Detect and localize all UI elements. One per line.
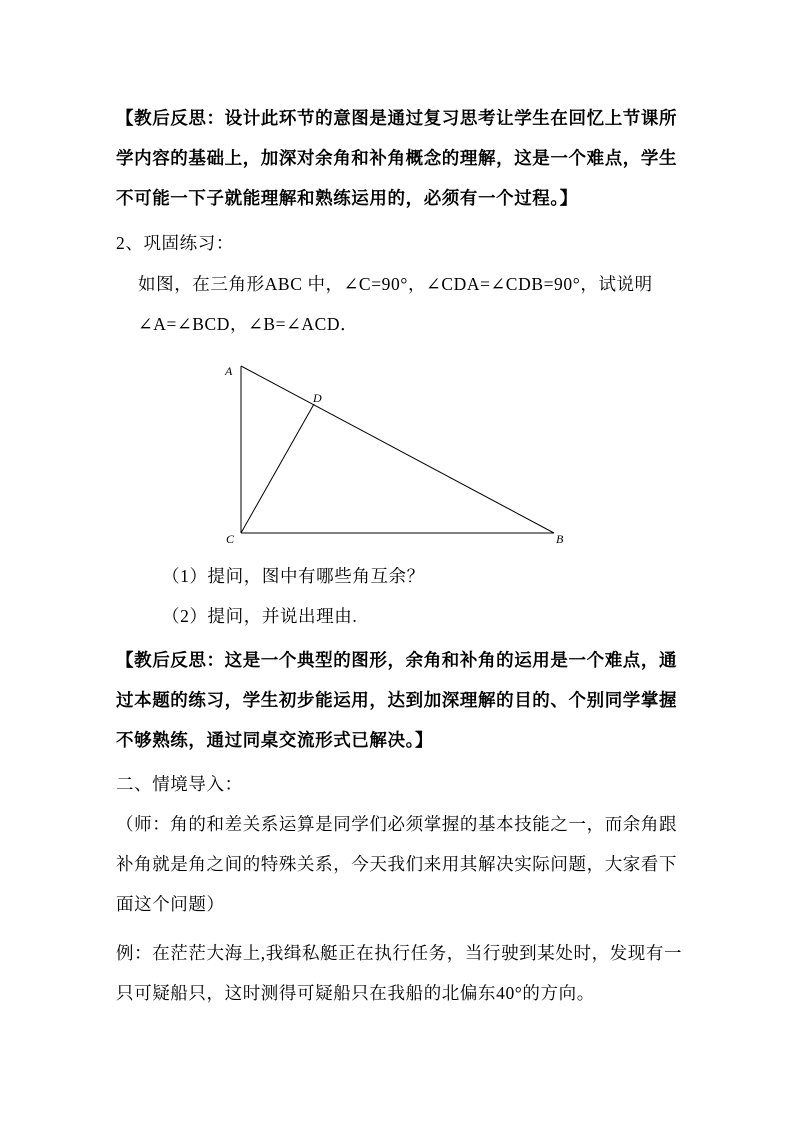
section-2: [116, 764, 696, 1013]
problem-statement: [116, 264, 718, 344]
segment-cd: [241, 404, 314, 533]
teacher-line: 补角就是角之间的特殊关系，今天我们来用其解决实际问题，大家看下: [116, 854, 678, 874]
label-c: C: [226, 532, 235, 546]
questions: [162, 556, 742, 636]
reflection-2-line: 不够熟练，通过同桌交流形式已解决。】: [116, 730, 434, 750]
practice-heading: 2、巩固练习：: [116, 233, 234, 253]
label-b: B: [556, 532, 564, 546]
reflection-2: [116, 640, 696, 760]
question-2: （2）提问，并说出理由.: [162, 606, 358, 626]
reflection-1-line: 学内容的基础上，加深对余角和补角概念的理解，这是一个难点，学生: [116, 148, 678, 168]
problem-line-1: 如图，在三角形ABC 中，∠C=90°，∠CDA=∠CDB=90°，试说明: [138, 274, 653, 294]
question-1: （1）提问，图中有哪些角互余？: [162, 566, 425, 586]
teacher-line: （师：角的和差关系运算是同学们必须掌握的基本技能之一，而余角跟: [116, 814, 678, 834]
practice-section: [116, 223, 696, 263]
reflection-1: [116, 98, 696, 218]
example-line: 只可疑船只，这时测得可疑船只在我船的北偏东40°的方向。: [116, 983, 595, 1003]
teacher-line: 面这个问题）: [116, 894, 225, 914]
label-d: D: [313, 391, 322, 405]
reflection-2-line: 【教后反思：这是一个典型的图形，余角和补角的运用是一个难点，通: [116, 650, 678, 670]
reflection-2-line: 过本题的练习，学生初步能运用，达到加深理解的目的、个别同学掌握: [116, 690, 678, 710]
problem-line-2: ∠A=∠BCD，∠B=∠ACD．: [138, 314, 359, 334]
triangle-figure: [210, 355, 580, 550]
reflection-1-line: 不可能一下子就能理解和熟练运用的，必须有一个过程。】: [116, 188, 578, 208]
section-2-heading: 二、情境导入：: [116, 774, 243, 794]
example-line: 例：在茫茫大海上,我缉私艇正在执行任务，当行驶到某处时，发现有一: [116, 943, 683, 963]
label-a: A: [225, 364, 233, 378]
reflection-1-line: 【教后反思：设计此环节的意图是通过复习思考让学生在回忆上节课所: [116, 108, 678, 128]
